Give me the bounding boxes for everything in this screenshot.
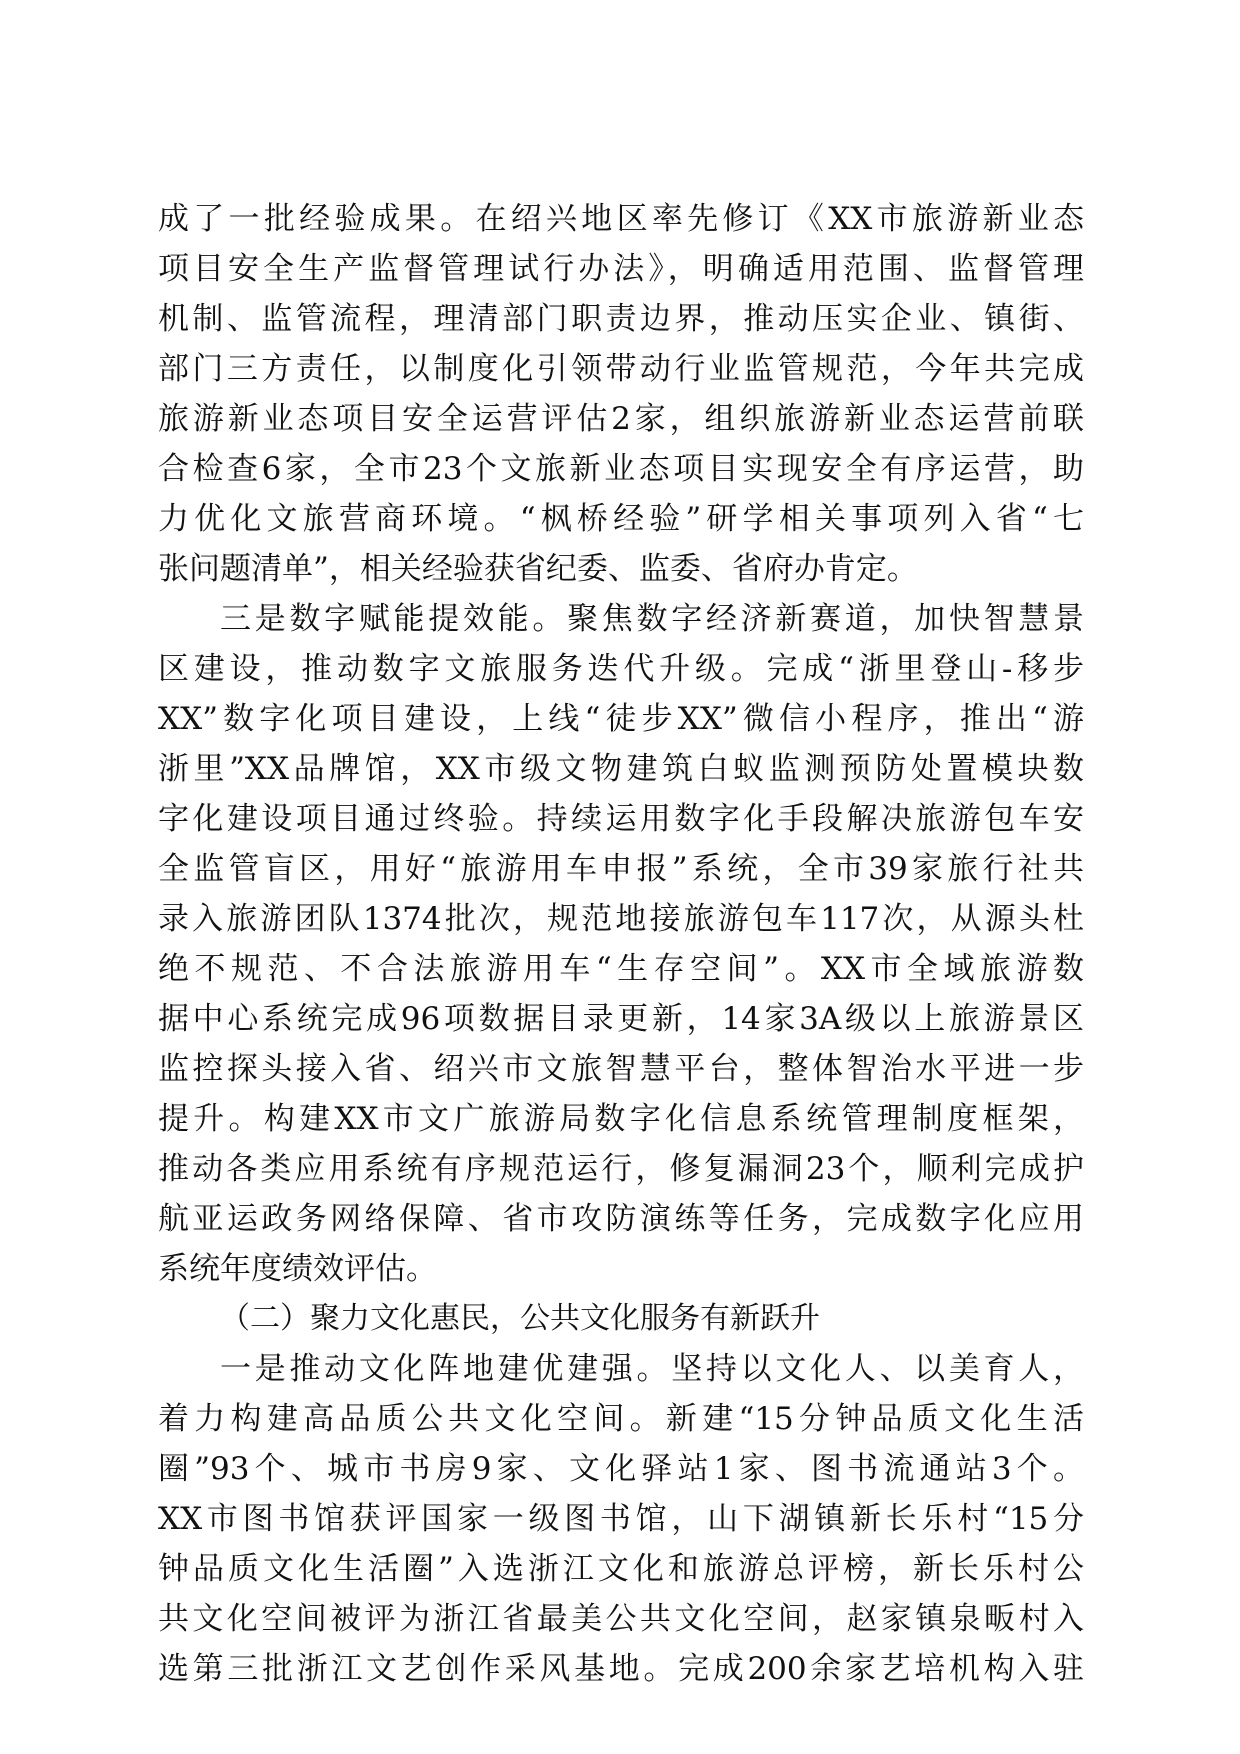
text-line: 提升。构建XX市文广旅游局数字化信息系统管理制度框架， bbox=[158, 1101, 1084, 1137]
text-line: 监控探头接入省、绍兴市文旅智慧平台，整体智治水平进一步 bbox=[158, 1051, 1084, 1087]
text-line: 力优化文旅营商环境。“枫桥经验”研学相关事项列入省“七 bbox=[158, 501, 1084, 537]
text-line: 张问题清单”，相关经验获省纪委、监委、省府办肯定。 bbox=[158, 551, 918, 587]
text-line: 合检查6家，全市23个文旅新业态项目实现安全有序运营，助 bbox=[158, 451, 1084, 487]
text-line: 着力构建高品质公共文化空间。新建“15分钟品质文化生活 bbox=[158, 1401, 1084, 1437]
text-line: XX”数字化项目建设，上线“徒步XX”微信小程序，推出“游 bbox=[158, 701, 1084, 737]
text-line: 项目安全生产监督管理试行办法》，明确适用范围、监督管理 bbox=[158, 251, 1084, 287]
text-line: 绝不规范、不合法旅游用车“生存空间”。XX市全域旅游数 bbox=[158, 951, 1084, 987]
text-line: 三是数字赋能提效能。聚焦数字经济新赛道，加快智慧景 bbox=[220, 601, 1084, 637]
text-line: 圈”93个、城市书房9家、文化驿站1家、图书流通站3个。 bbox=[158, 1451, 1084, 1487]
text-line: 推动各类应用系统有序规范运行，修复漏洞23个，顺利完成护 bbox=[158, 1151, 1084, 1187]
text-line: 系统年度绩效评估。 bbox=[158, 1251, 437, 1287]
text-line: 据中心系统完成96项数据目录更新，14家3A级以上旅游景区 bbox=[158, 1001, 1084, 1037]
text-line: 部门三方责任，以制度化引领带动行业监管规范，今年共完成 bbox=[158, 351, 1084, 387]
section-heading: （二）聚力文化惠民，公共文化服务有新跃升 bbox=[220, 1301, 820, 1336]
text-line: 共文化空间被评为浙江省最美公共文化空间，赵家镇泉畈村入 bbox=[158, 1601, 1084, 1637]
text-line: 区建设，推动数字文旅服务迭代升级。完成“浙里登山-移步 bbox=[158, 651, 1084, 687]
text-line: 钟品质文化生活圈”入选浙江文化和旅游总评榜，新长乐村公 bbox=[158, 1551, 1084, 1587]
text-line: 浙里”XX品牌馆，XX市级文物建筑白蚁监测预防处置模块数 bbox=[158, 751, 1084, 787]
text-line: 一是推动文化阵地建优建强。坚持以文化人、以美育人， bbox=[220, 1351, 1084, 1387]
text-line: 录入旅游团队1374批次，规范地接旅游包车117次，从源头杜 bbox=[158, 901, 1084, 937]
document-body bbox=[158, 194, 1084, 1694]
text-line: XX市图书馆获评国家一级图书馆，山下湖镇新长乐村“15分 bbox=[158, 1501, 1084, 1537]
text-line: 选第三批浙江文艺创作采风基地。完成200余家艺培机构入驻 bbox=[158, 1651, 1084, 1687]
text-line: 全监管盲区，用好“旅游用车申报”系统，全市39家旅行社共 bbox=[158, 851, 1084, 887]
text-line: 航亚运政务网络保障、省市攻防演练等任务，完成数字化应用 bbox=[158, 1201, 1084, 1237]
text-line: 字化建设项目通过终验。持续运用数字化手段解决旅游包车安 bbox=[158, 801, 1084, 837]
text-line: 机制、监管流程，理清部门职责边界，推动压实企业、镇街、 bbox=[158, 301, 1084, 337]
text-line: 旅游新业态项目安全运营评估2家，组织旅游新业态运营前联 bbox=[158, 401, 1084, 437]
text-line: 成了一批经验成果。在绍兴地区率先修订《XX市旅游新业态 bbox=[158, 201, 1084, 237]
